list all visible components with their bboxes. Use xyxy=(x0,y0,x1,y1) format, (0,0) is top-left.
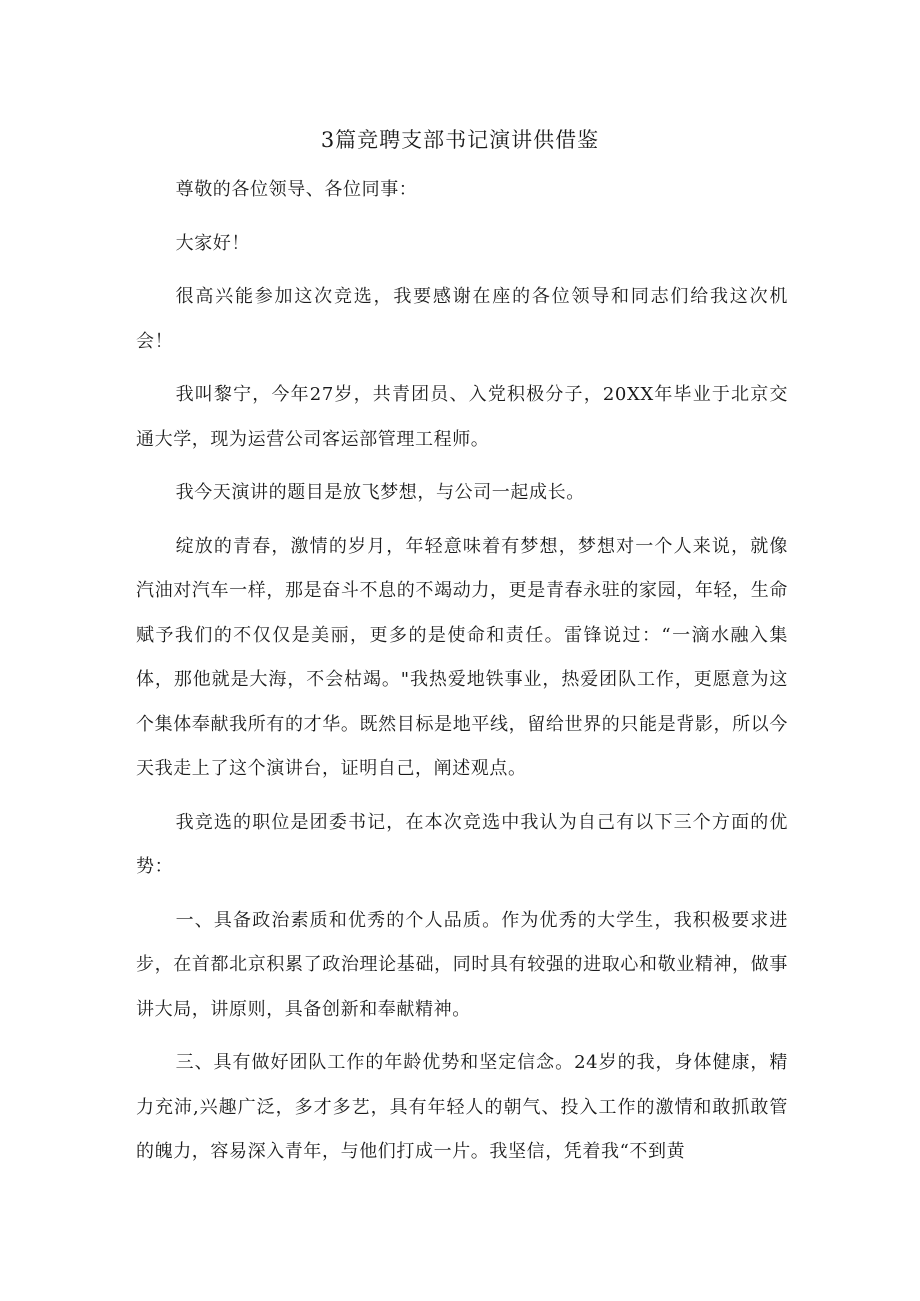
greeting: 大家好！ xyxy=(175,232,250,254)
paragraph: 很高兴能参加这次竞选，我要感谢在座的各位领导和同志们给我这次机会！ xyxy=(136,286,788,352)
salutation: 尊敬的各位领导、各位同事： xyxy=(175,179,418,200)
paragraph: 我竞选的职位是团委书记，在本次竞选中我认为自己有以下三个方面的优势： xyxy=(136,811,788,877)
paragraph: 我叫黎宁，今年27岁，共青团员、入党积极分子，20XX年毕业于北京交通大学，现为运营公司客运部管理工程师。 xyxy=(136,384,788,450)
paragraph: 绽放的青春，激情的岁月，年轻意味着有梦想，梦想对一个人来说，就像汽油对汽车一样，那是奋斗不息的不竭动力，更是青春永驻的家园，年轻，生命赋予我们的不仅仅是美丽，更多的是使命和责任。雷锋说过：“一滴水融入集体，那他就是大海，不会枯竭。"我热爱地铁事业，热爱团队工作，更愿意为这个集体奉献我所有的才华。既然目标是地平线，留给世界的只能是背影，所以今天我走上了这个演讲台，证明自己，阐述观点。 xyxy=(136,535,788,779)
document-title: 3篇竞聘支部书记演讲供借鉴 xyxy=(320,128,600,152)
document-body xyxy=(136,168,788,1184)
paragraph: 三、具有做好团队工作的年龄优势和坚定信念。24岁的我，身体健康，精力充沛,兴趣广泛，多才多艺，具有年轻人的朝气、投入工作的激情和敢抓敢管的魄力，容易深入青年，与他们打成一片。我坚信，凭着我“不到黄 xyxy=(136,1052,788,1162)
paragraph: 我今天演讲的题目是放飞梦想，与公司一起成长。 xyxy=(175,482,585,503)
paragraph: 一、具备政治素质和优秀的个人品质。作为优秀的大学生，我积极要求进步，在首都北京积累了政治理论基础，同时具有较强的进取心和敬业精神，做事讲大局，讲原则，具备创新和奉献精神。 xyxy=(136,909,788,1020)
